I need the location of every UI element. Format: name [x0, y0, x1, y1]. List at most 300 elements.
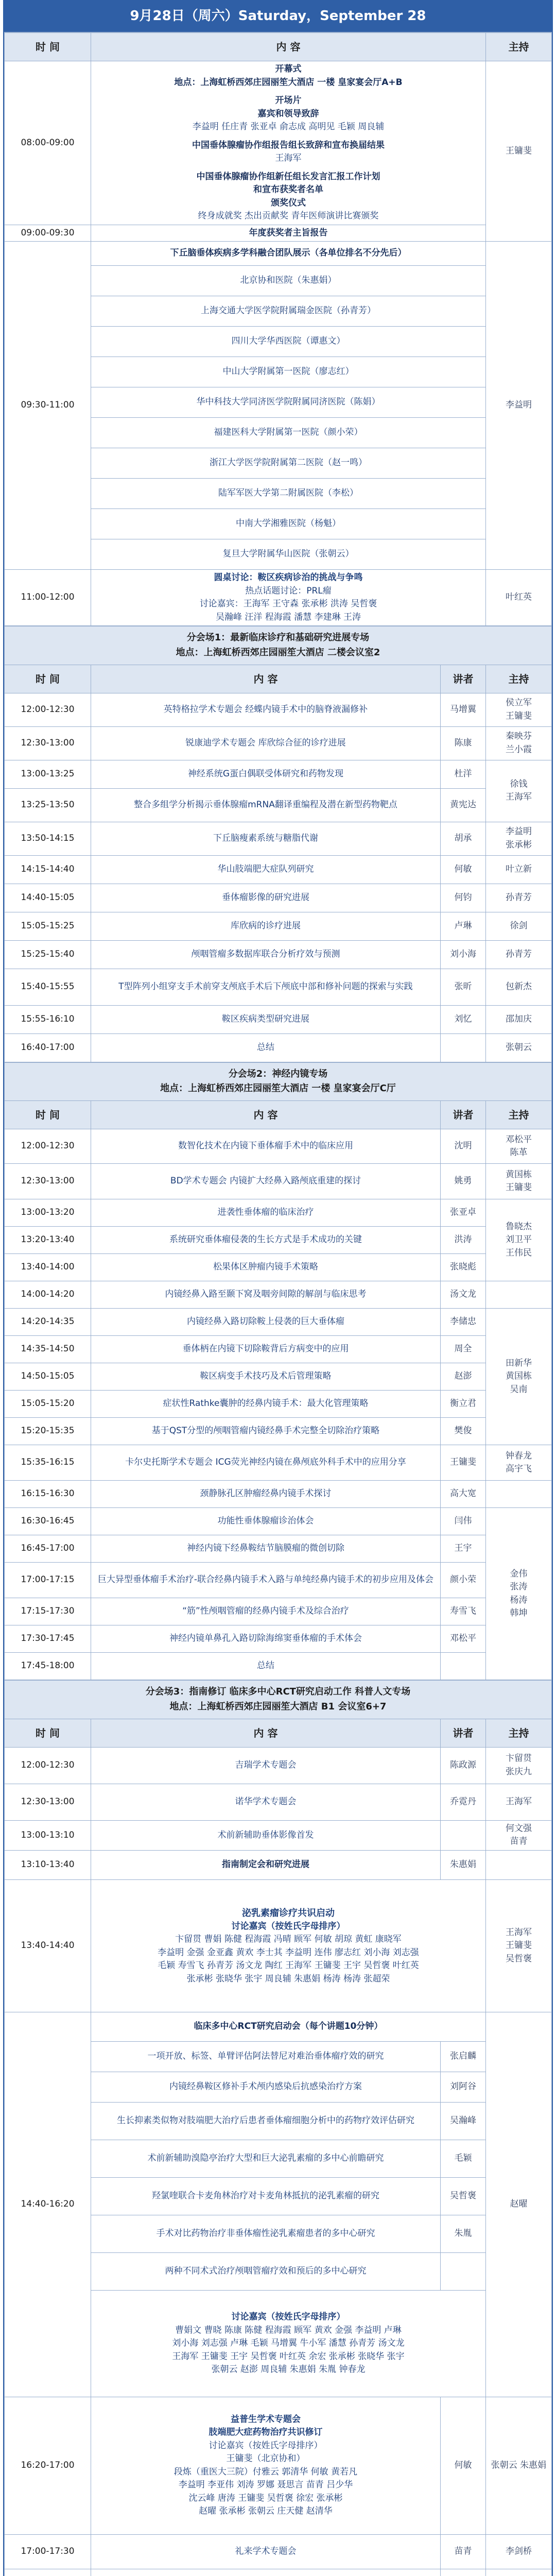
sub1-row: [5, 760, 552, 788]
header-host: 主持: [486, 1101, 552, 1129]
header-speaker: 讲者: [441, 1101, 486, 1129]
sub1-title-row: [5, 626, 552, 665]
multi-discussion: [91, 2290, 486, 2397]
host-name: 金伟: [510, 1568, 528, 1579]
header-host: 主持: [485, 665, 551, 693]
sub2-row: [5, 1309, 552, 1336]
row-host: 包新杰: [485, 969, 551, 1005]
annual-title: 年度获奖者主旨报告: [91, 225, 486, 242]
header-speaker: 讲者: [440, 1719, 485, 1747]
row-content: 数智化技术在内镜下垂体瘤手术中的临床应用: [91, 1129, 441, 1164]
row-time: 17:30-17:45: [5, 1625, 91, 1653]
science-line: 王镛斐（北京协和）: [226, 2453, 305, 2464]
row-time: [5, 2569, 91, 2576]
opening-line: 中国垂体腺瘤协作组报告组长致辞和宣布换届结果: [192, 140, 385, 150]
team-item: 华中科技大学同济医学院附属同济医院（陈娟）: [91, 387, 486, 418]
row-content: 内镜经鼻鞍区修补手术颅内感染后抗感染治疗方案: [91, 2072, 441, 2102]
row-speaker: 邓松平: [441, 1625, 486, 1653]
row-host: [486, 1445, 552, 1481]
multi-title-row: [5, 2012, 552, 2041]
row-speaker: 闫伟: [441, 1508, 486, 1535]
row-speaker: 刘小海: [440, 940, 485, 969]
science-line: 段炼（重医大三院）付雅云 郭清华 何敏 黄若凡: [173, 2466, 358, 2477]
row-time: 12:00-12:30: [5, 1129, 91, 1164]
row-time: 13:25-13:50: [5, 788, 91, 822]
sub1-title: 分会场1：最新临床诊疗和基础研究进展专场: [186, 632, 370, 643]
row-host: [485, 1747, 551, 1784]
sub3-row: [5, 1784, 552, 1820]
sub2-row: [5, 1418, 552, 1445]
host-name: 卞留贯: [505, 1753, 532, 1764]
opening-line: 王海军: [275, 153, 302, 163]
rct-line: 讨论嘉宾（按姓氏字母排序）: [231, 1921, 345, 1931]
row-host: 张朝云: [485, 1033, 551, 1062]
multi-title: 临床多中心RCT研究启动会（每个讲题10分钟）: [91, 2012, 486, 2041]
host-name: 刘卫平: [506, 1234, 532, 1245]
row-speaker: 李储忠: [441, 1309, 486, 1336]
sub2-row: [5, 1625, 552, 1653]
row-content: 神经内镜下经鼻鞍结节脑膜瘤的微创切除: [91, 1535, 441, 1563]
row-speaker: [440, 2569, 485, 2576]
team-item: 福建医科大学附属第一医院（颜小荣）: [91, 418, 486, 448]
team-item: 陆军军医大学第二附属医院（李松）: [91, 479, 486, 509]
row-speaker: 陈政源: [440, 1747, 485, 1784]
row-content: 颈静脉孔区肿瘤经鼻内镜手术探讨: [91, 1481, 441, 1508]
row-content: 症状性Rathke囊肿的经鼻内镜手术：最大化管理策略: [91, 1391, 441, 1418]
row-time: 17:15-17:30: [5, 1598, 91, 1625]
roundtable-line: 圆桌讨论：鞍区疾病诊治的挑战与争鸣: [214, 572, 363, 583]
row-host: [485, 693, 551, 726]
row-host: 徐剑: [485, 912, 551, 940]
row-host: [485, 1820, 551, 1850]
sub2-row: [5, 1598, 552, 1625]
row-host: 张朝云 朱惠娟: [485, 2397, 551, 2534]
team-item: 复旦大学附属华山医院（张朝云）: [91, 539, 486, 570]
row-host: [486, 1129, 552, 1164]
science-content: [91, 2397, 441, 2534]
sub2-title-row: [5, 1062, 552, 1101]
row-time: 13:40-14:00: [5, 1254, 91, 1281]
row-content: 锐康迪学术专题会 库欣综合征的诊疗进展: [91, 726, 441, 760]
host-name: 王伟民: [506, 1247, 532, 1258]
host-name: 李益明: [505, 826, 532, 837]
row-time: 14:35-14:50: [5, 1336, 91, 1363]
row-speaker: 姚勇: [441, 1164, 486, 1199]
row-host: 叶立新: [485, 855, 551, 884]
roundtable-content: [91, 570, 486, 626]
row-content: 基于QST分型的颅咽管瘤内镜经鼻手术完整全切除治疗策略: [91, 1418, 441, 1445]
sub1-header-row: [5, 665, 552, 693]
host-name: 秦映芬: [505, 731, 532, 742]
row-speaker: 毛颖: [440, 2140, 485, 2177]
row-time: 13:10-13:40: [5, 1850, 91, 1879]
row-speaker: 张昕: [440, 969, 485, 1005]
row-time: 17:45-18:00: [5, 1653, 91, 1680]
row-speaker: 寿雪飞: [441, 1598, 486, 1625]
team-host: 李益明: [486, 242, 552, 570]
row-time: 14:15-14:40: [5, 855, 91, 884]
header-speaker: 讲者: [440, 665, 485, 693]
row-time: 15:55-16:10: [5, 1005, 91, 1033]
agenda-page: [3, 0, 553, 2576]
row-content: 术前新辅助溴隐亭治疗大型和巨大泌乳素瘤的多中心前瞻研究: [91, 2140, 441, 2177]
sub3-title-row: [5, 1681, 552, 1719]
header-content: 内 容: [91, 1101, 441, 1129]
row-time: 14:40-16:20: [5, 2012, 91, 2397]
rct-content: [91, 1879, 486, 2012]
row-content: 下丘脑瘦素系统与糖脂代谢: [91, 822, 441, 855]
row-host: 李剑桥: [485, 2534, 551, 2569]
row-content: 神经内镜单鼻孔入路切除海绵窦垂体瘤的手术体会: [91, 1625, 441, 1653]
row-speaker: 衡立君: [441, 1391, 486, 1418]
row-time: 15:05-15:25: [5, 912, 91, 940]
header-content: 内 容: [91, 33, 486, 61]
row-content: 内镜经鼻入路至颞下窝及咽旁间隙的解剖与临床思考: [91, 1281, 441, 1309]
rct-line: 毛颖 寿雪飞 孙青芳 汤文龙 陶红 王海军 王镛斐 王宇 吴哲褒 叶红英: [158, 1960, 419, 1971]
sub1-title-cell: [5, 626, 552, 665]
sub2-row: [5, 1445, 552, 1481]
host-name: 张庆九: [505, 1766, 532, 1777]
row-speaker: 卢琳: [440, 912, 485, 940]
row-host: 王海军: [485, 1784, 551, 1820]
row-time: 12:30-13:00: [5, 1784, 91, 1820]
row-content: 进袭性垂体瘤的临床治疗: [91, 1199, 441, 1227]
sub1-row: [5, 788, 552, 822]
sub3-title: 分会场3：指南修订 临床多中心RCT研究启动工作 科普人文专场: [145, 1686, 411, 1698]
roundtable-line: 吴瀚峰 汪洋 程海霞 潘慧 李建琳 王涛: [215, 612, 361, 622]
row-time: 15:35-16:15: [5, 1445, 91, 1481]
header-time: 时 间: [5, 1101, 91, 1129]
sub2-row: [5, 1563, 552, 1598]
sub2-row: [5, 1481, 552, 1508]
sub3-title-cell: [5, 1681, 552, 1719]
row-content: 功能性垂体腺瘤诊治体会: [91, 1508, 441, 1535]
opening-line: 和宣布获奖者名单: [253, 184, 323, 195]
row-time: 16:20-17:00: [5, 2397, 91, 2534]
team-item: 四川大学华西医院（谭惠文）: [91, 327, 486, 357]
row-time: 16:15-16:30: [5, 1481, 91, 1508]
science-line: 沈云峰 唐涛 王镛斐 吴哲褒 徐宏 张承彬: [188, 2493, 343, 2503]
row-speaker: 刘忆: [440, 1005, 485, 1033]
row-host: [485, 760, 551, 822]
row-time: 15:25-15:40: [5, 940, 91, 969]
row-host: [486, 1481, 552, 1508]
sub1-row: [5, 1033, 552, 1062]
host-name: 钟春龙: [506, 1450, 532, 1461]
host-name: 高宇飞: [506, 1464, 532, 1475]
annual-row: [5, 225, 552, 242]
row-time: 13:20-13:40: [5, 1227, 91, 1254]
discussion-line: 张朝云 赵澎 周良辅 朱惠娟 朱胤 钟春龙: [211, 2364, 366, 2375]
rct-line: 卞留贯 曹娟 陈健 程海霞 冯晴 顾军 何敏 胡琼 黄虹 康晓军: [175, 1934, 402, 1945]
row-speaker: [440, 1033, 485, 1062]
row-time: 16:45-17:00: [5, 1535, 91, 1563]
row-content: 库欣病的诊疗进展: [91, 912, 441, 940]
row-time: 13:00-13:20: [5, 1199, 91, 1227]
discussion-line: 王海军 王镛斐 王宇 吴哲褒 叶红英 余宏 张承彬 张晓华 张宇: [172, 2351, 405, 2362]
header-host: 主持: [485, 1719, 551, 1747]
annual-time: 09:00-09:30: [5, 225, 91, 242]
host-name: 邓松平: [506, 1134, 532, 1145]
sub2-title: 分会场2：神经内镜专场: [228, 1068, 328, 1079]
row-time: 16:40-17:00: [5, 1033, 91, 1062]
row-content: 总结: [91, 1033, 441, 1062]
row-host: [486, 1508, 552, 1680]
host-name: 王镛斐: [506, 1182, 532, 1193]
row-speaker: 吴瀚峰: [440, 2102, 485, 2140]
opening-venue: 地点：上海虹桥西郊庄园丽笙大酒店 一楼 皇家宴会厅A+B: [174, 77, 403, 88]
row-time: 14:40-15:05: [5, 884, 91, 912]
row-host: 孙青芳: [485, 884, 551, 912]
science-line: 李益明 李亚伟 刘涛 罗娜 聂思言 苗青 吕少华: [178, 2480, 353, 2490]
row-time: 12:30-13:00: [5, 1164, 91, 1199]
sub1-venue: 地点：上海虹桥西郊庄园丽笙大酒店 二楼会议室2: [176, 647, 380, 658]
row-host: [486, 1164, 552, 1199]
sub2-row: [5, 1535, 552, 1563]
opening-line: 中国垂体腺瘤协作组新任组长发言汇报工作计划: [196, 171, 380, 182]
host-name: 王镛斐: [505, 710, 532, 721]
row-content: 系统研究垂体瘤侵袭的生长方式是手术成功的关键: [91, 1227, 441, 1254]
row-speaker: 张启麟: [440, 2041, 485, 2072]
host-name: 王镛斐: [505, 1940, 532, 1951]
opening-line: 终身成就奖 杰出贡献奖 青年医师演讲比赛颁奖: [198, 211, 379, 221]
row-speaker: [440, 2252, 485, 2290]
row-speaker: 张晓彪: [441, 1254, 486, 1281]
row-time: 15:40-15:55: [5, 969, 91, 1005]
row-speaker: 何敏: [440, 855, 485, 884]
row-host: [486, 1309, 552, 1445]
host-name: 黄国栋: [506, 1169, 532, 1180]
row-speaker: 胡承: [440, 822, 485, 855]
row-time: 16:30-16:45: [5, 1508, 91, 1535]
sub2-venue: 地点：上海虹桥西郊庄园丽笙大酒店 一楼 皇家宴会厅C厅: [160, 1083, 396, 1094]
sub2-row: [5, 1281, 552, 1309]
sub2-row: [5, 1129, 552, 1164]
row-content: 垂体柄在内镜下切除鞍背后方病变中的应用: [91, 1336, 441, 1363]
sub1-row: [5, 693, 552, 726]
host-name: 田新华: [506, 1358, 532, 1368]
science-line: 益普生学术专题会: [230, 2414, 301, 2425]
row-speaker: 张亚卓: [441, 1199, 486, 1227]
sub1-row: [5, 884, 552, 912]
row-content: 神经系统G蛋白偶联受体研究和药物发现: [91, 760, 441, 788]
team-title: 下丘脑垂体疾病多学科融合团队展示（各单位排名不分先后）: [91, 242, 486, 266]
row-content: 鞍区疾病类型研究进展: [91, 1005, 441, 1033]
row-speaker: 何敏: [440, 2397, 485, 2534]
sub2-row: [5, 1336, 552, 1363]
sub1-row: [5, 940, 552, 969]
sub1-row: [5, 822, 552, 855]
sub2-row: [5, 1227, 552, 1254]
rct-line: 泌乳素瘤诊疗共识启动: [241, 1907, 335, 1919]
row-speaker: 苗青: [440, 2534, 485, 2569]
host-name: 吴南: [510, 1384, 528, 1395]
team-item: 北京协和医院（朱惠娟）: [91, 266, 486, 296]
agenda-table-sub1: [4, 626, 552, 1062]
row-host: [485, 1879, 551, 2012]
discussion-line: 刘小海 刘志强 卢琳 毛颖 马增翼 牛小军 潘慧 孙青芳 汤文龙: [172, 2338, 405, 2349]
row-speaker: 陈康: [440, 726, 485, 760]
row-speaker: 朱胤: [440, 2215, 485, 2252]
host-name: 兰小霞: [505, 744, 532, 755]
row-content: 吉瑞学术专题会: [91, 1747, 441, 1784]
sub2-title-cell: [5, 1062, 552, 1101]
rct-line: 李益明 金强 金亚鑫 黄欢 李士其 李益明 连伟 廖志红 刘小海 刘志强: [158, 1947, 419, 1958]
opening-line: 嘉宾和领导致辞: [257, 108, 319, 119]
row-speaker: 刘阿谷: [440, 2072, 485, 2102]
host-name: 韩坤: [510, 1608, 528, 1619]
header-time: 时 间: [5, 665, 91, 693]
sub3-header-row: [5, 1719, 552, 1747]
guideline-row: [5, 1850, 552, 1879]
row-content: 诺华学术专题会: [91, 1784, 441, 1820]
row-content: 整合多组学分析揭示垂体腺瘤mRNA翻译重编程及潜在新型药物靶点: [91, 788, 441, 822]
row-speaker: 黄宪达: [440, 788, 485, 822]
row-speaker: 何钧: [440, 884, 485, 912]
host-name: 张涛: [510, 1582, 528, 1592]
date-title: 9月28日（周六）Saturday，September 28: [4, 0, 552, 32]
row-content: 垂体瘤影像的研究进展: [91, 884, 441, 912]
row-content: T型阵列小组穿支手术前穿支颅底手术后下颅底中部和修补问题的探索与实践: [91, 969, 441, 1005]
agenda-table-main: [4, 32, 552, 626]
row-speaker: 周全: [441, 1336, 486, 1363]
row-content: BD学术专题会 内镜扩大经鼻入路颅底重建的探讨: [91, 1164, 441, 1199]
row-content: 松果体区肿瘤内镜手术策略: [91, 1254, 441, 1281]
row-content: 羟氯喹联合卡麦角林治疗对卡麦角林抵抗的泌乳素瘤的研究: [91, 2177, 441, 2215]
row-speaker: 朱惠娟: [440, 1850, 485, 1879]
sub1-row: [5, 969, 552, 1005]
header-host: 主持: [486, 33, 552, 61]
row-speaker: 沈明: [441, 1129, 486, 1164]
rct-row: [5, 1879, 552, 2012]
sub2-row: [5, 1653, 552, 1680]
host-name: 王海军: [505, 792, 532, 803]
row-time: 14:20-14:35: [5, 1309, 91, 1336]
host-name: 何文强: [505, 1823, 532, 1834]
row-time: 17:00-17:15: [5, 1563, 91, 1598]
row-content: 手术对比药物治疗非垂体瘤性泌乳素瘤患者的多中心研究: [91, 2215, 441, 2252]
host-name: 张承彬: [505, 839, 532, 850]
lilly-row: [5, 2534, 552, 2569]
team-item: 中南大学湘雅医院（杨魁）: [91, 509, 486, 539]
row-host: 邵加庆: [485, 1005, 551, 1033]
row-time: 14:50-15:05: [5, 1363, 91, 1391]
header-content: 内 容: [91, 1719, 441, 1747]
row-time: 15:05-15:20: [5, 1391, 91, 1418]
row-speaker: 洪涛: [441, 1227, 486, 1254]
row-host: 孙青芳: [485, 940, 551, 969]
row-host: 赵曜: [485, 2012, 551, 2397]
row-time: 13:50-14:15: [5, 822, 91, 855]
host-name: 鲁晓杰: [506, 1221, 532, 1232]
agenda-table-sub2: [4, 1062, 552, 1681]
row-time: 13:40-14:40: [5, 1879, 91, 2012]
row-time: 12:00-12:30: [5, 693, 91, 726]
row-host: [485, 2569, 551, 2576]
agenda-table-sub3: [4, 1680, 552, 2576]
row-speaker: 高大宽: [441, 1481, 486, 1508]
row-host: [485, 726, 551, 760]
row-content: “筋”性颅咽管瘤的经鼻内镜手术及综合治疗: [91, 1598, 441, 1625]
roundtable-row: [5, 570, 552, 626]
summary-row: [5, 2569, 552, 2576]
row-speaker: [440, 1820, 485, 1850]
opening-line: 开场片: [275, 95, 302, 106]
row-host: [486, 1281, 552, 1309]
rct-line: 张承彬 张晓华 张宇 周良辅 朱惠娟 杨涛 杨涛 张超荣: [186, 1973, 390, 1984]
header-row: [5, 33, 552, 61]
opening-host: 王镛斐: [486, 61, 552, 242]
row-host: [485, 1850, 551, 1879]
row-speaker: 颜小荣: [441, 1563, 486, 1598]
roundtable-time: 11:00-12:00: [5, 570, 91, 626]
row-content: 颅咽管瘤多数据库联合分析疗效与预测: [91, 940, 441, 969]
row-content: 总结: [91, 1653, 441, 1680]
host-name: 黄国栋: [506, 1371, 532, 1382]
opening-line: 颁奖仪式: [271, 197, 306, 208]
sub3-row: [5, 1820, 552, 1850]
sub1-row: [5, 726, 552, 760]
row-content: 鞍区病变手术技巧及术后管理策略: [91, 1363, 441, 1391]
row-content: 两种不同术式治疗颅咽管瘤疗效和预后的多中心研究: [91, 2252, 441, 2290]
host-name: 陈革: [510, 1147, 528, 1158]
row-time: 15:20-15:35: [5, 1418, 91, 1445]
row-host: [486, 1199, 552, 1281]
science-line: 肢端肥大症药物治疗共识修订: [208, 2427, 323, 2438]
team-item: 浙江大学医学院附属第二医院（赵一鸣）: [91, 448, 486, 479]
sub3-row: [5, 1747, 552, 1784]
sub2-row: [5, 1199, 552, 1227]
team-item: 中山大学附属第一医院（廖志红）: [91, 357, 486, 387]
sub2-row: [5, 1508, 552, 1535]
host-name: 杨涛: [510, 1595, 528, 1605]
row-speaker: 樊俊: [441, 1418, 486, 1445]
host-name: 吴哲褒: [505, 1953, 532, 1964]
row-content: 礼来学术专题会: [91, 2534, 441, 2569]
team-item: 上海交通大学医学院附属瑞金医院（孙青芳）: [91, 296, 486, 327]
row-time: 12:30-13:00: [5, 726, 91, 760]
row-speaker: 乔霓丹: [440, 1784, 485, 1820]
row-content: [91, 2569, 441, 2576]
row-speaker: 吴哲褒: [440, 2177, 485, 2215]
sub1-row: [5, 855, 552, 884]
row-content: 巨大异型垂体瘤手术治疗-联合经鼻内镜手术入路与单纯经鼻内镜手术的初步应用及体会: [91, 1563, 441, 1598]
sub2-row: [5, 1164, 552, 1199]
row-content: 卡尔史托斯学术专题会 ICG荧光神经内镜在鼻颅底外科手术中的应用分享: [91, 1445, 441, 1481]
header-time: 时 间: [5, 1719, 91, 1747]
row-speaker: 杜洋: [440, 760, 485, 788]
opening-title: 开幕式: [275, 64, 302, 74]
science-row: [5, 2397, 552, 2534]
row-time: 13:00-13:10: [5, 1820, 91, 1850]
sub2-row: [5, 1391, 552, 1418]
host-name: 侯立军: [505, 698, 532, 708]
row-content: 一项开放、标签、单臂评估阿法替尼对难治垂体瘤疗效的研究: [91, 2041, 441, 2072]
row-time: 14:00-14:20: [5, 1281, 91, 1309]
host-name: 徐钱: [510, 778, 528, 789]
row-speaker: 马增翼: [440, 693, 485, 726]
header-time: 时 间: [5, 33, 91, 61]
row-speaker: 王镛斐: [441, 1445, 486, 1481]
opening-content: [91, 61, 486, 225]
science-line: 赵曜 张承彬 张朝云 庄天健 赵清华: [199, 2506, 333, 2517]
row-content: 英特格拉学术专题会 经蝶内镜手术中的脑脊液漏修补: [91, 693, 441, 726]
host-name: 王海军: [505, 1927, 532, 1938]
row-content: 术前新辅助垂体影像首发: [91, 1820, 441, 1850]
sub1-row: [5, 912, 552, 940]
row-speaker: 赵澎: [441, 1363, 486, 1391]
team-title-row: [5, 242, 552, 266]
